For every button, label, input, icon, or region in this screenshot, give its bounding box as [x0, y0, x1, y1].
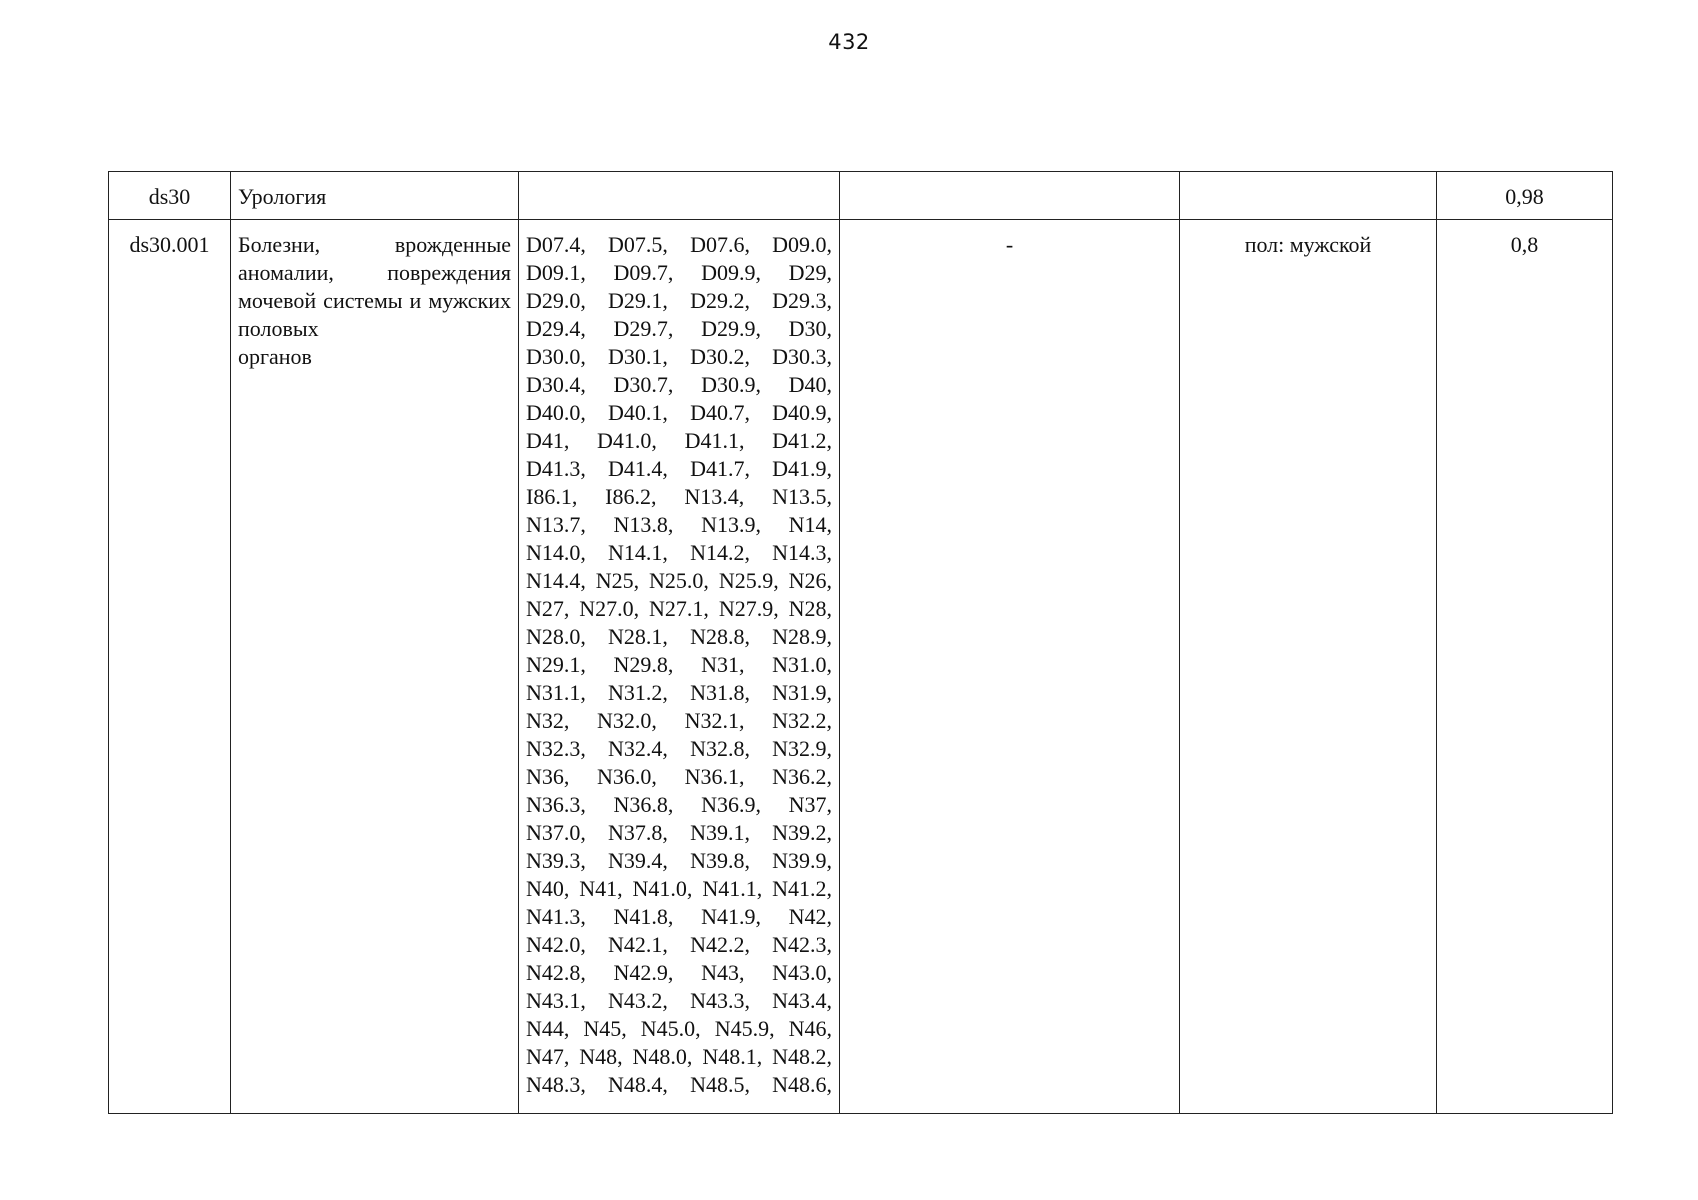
group-coefficient-cell: 0,98 — [1437, 172, 1613, 220]
item-coefficient-cell: 0,8 — [1437, 220, 1613, 1114]
item-name-line: Болезни, врожденные — [238, 232, 511, 257]
group-diagnoses-cell — [519, 172, 840, 220]
group-criteria-cell — [1180, 172, 1437, 220]
item-name-line: органов — [238, 344, 312, 369]
table-row — [109, 172, 1613, 220]
group-operations-cell — [840, 172, 1180, 220]
page-number: 432 — [828, 30, 870, 54]
tariff-table — [108, 171, 1613, 1114]
item-code-cell: ds30.001 — [109, 220, 231, 1114]
group-name-cell: Урология — [231, 172, 519, 220]
item-name-line: мужских половых — [238, 288, 512, 341]
item-criteria-cell: пол: мужской — [1180, 220, 1437, 1114]
item-name-cell — [231, 220, 519, 1114]
item-diagnoses-cell: D07.4, D07.5, D07.6, D09.0, D09.1, D09.7, D09.9, D29, D29.0, D29.1, D29.2, D29.3, D29.4, D29.7, D29.9, D30, D30.0, D30.1, D30.2, D30.3, D30.4, D30.7, D30.9, D40, D40.0, D40.1, D40.7, D40.9, D41, D41.0, D41.1, D41.2, D41.3, D41.4, D41.7, D41.9, I86.1, I86.2, N13.4, N13.5, N13.7, N13.8, N13.9, N14, N14.0, N14.1, N14.2, N14.3, N14.4, N25, N25.0, N25.9, N26, N27, N27.0, N27.1, N27.9, N28, N28.0, N28.1, N28.8, N28.9, N29.1, N29.8, N31, N31.0, N31.1, N31.2, N31.8, N31.9, N32, N32.0, N32.1, N32.2, N32.3, N32.4, N32.8, N32.9, N36, N36.0, N36.1, N36.2, N36.3, N36.8, N36.9, N37, N37.0, N37.8, N39.1, N39.2, N39.3, N39.4, N39.8, N39.9, N40, N41, N41.0, N41.1, N41.2, N41.3, N41.8, N41.9, N42, N42.0, N42.1, N42.2, N42.3, N42.8, N42.9, N43, N43.0, N43.1, N43.2, N43.3, N43.4, N44, N45, N45.0, N45.9, N46, N47, N48, N48.0, N48.1, N48.2, N48.3, N48.4, N48.5, N48.6, — [519, 220, 840, 1114]
table-row — [109, 220, 1613, 1114]
item-name-line: аномалии, повреждения — [238, 260, 511, 285]
item-name-line: мочевой системы и — [238, 288, 422, 313]
group-code-cell: ds30 — [109, 172, 231, 220]
item-operations-cell: - — [840, 220, 1180, 1114]
